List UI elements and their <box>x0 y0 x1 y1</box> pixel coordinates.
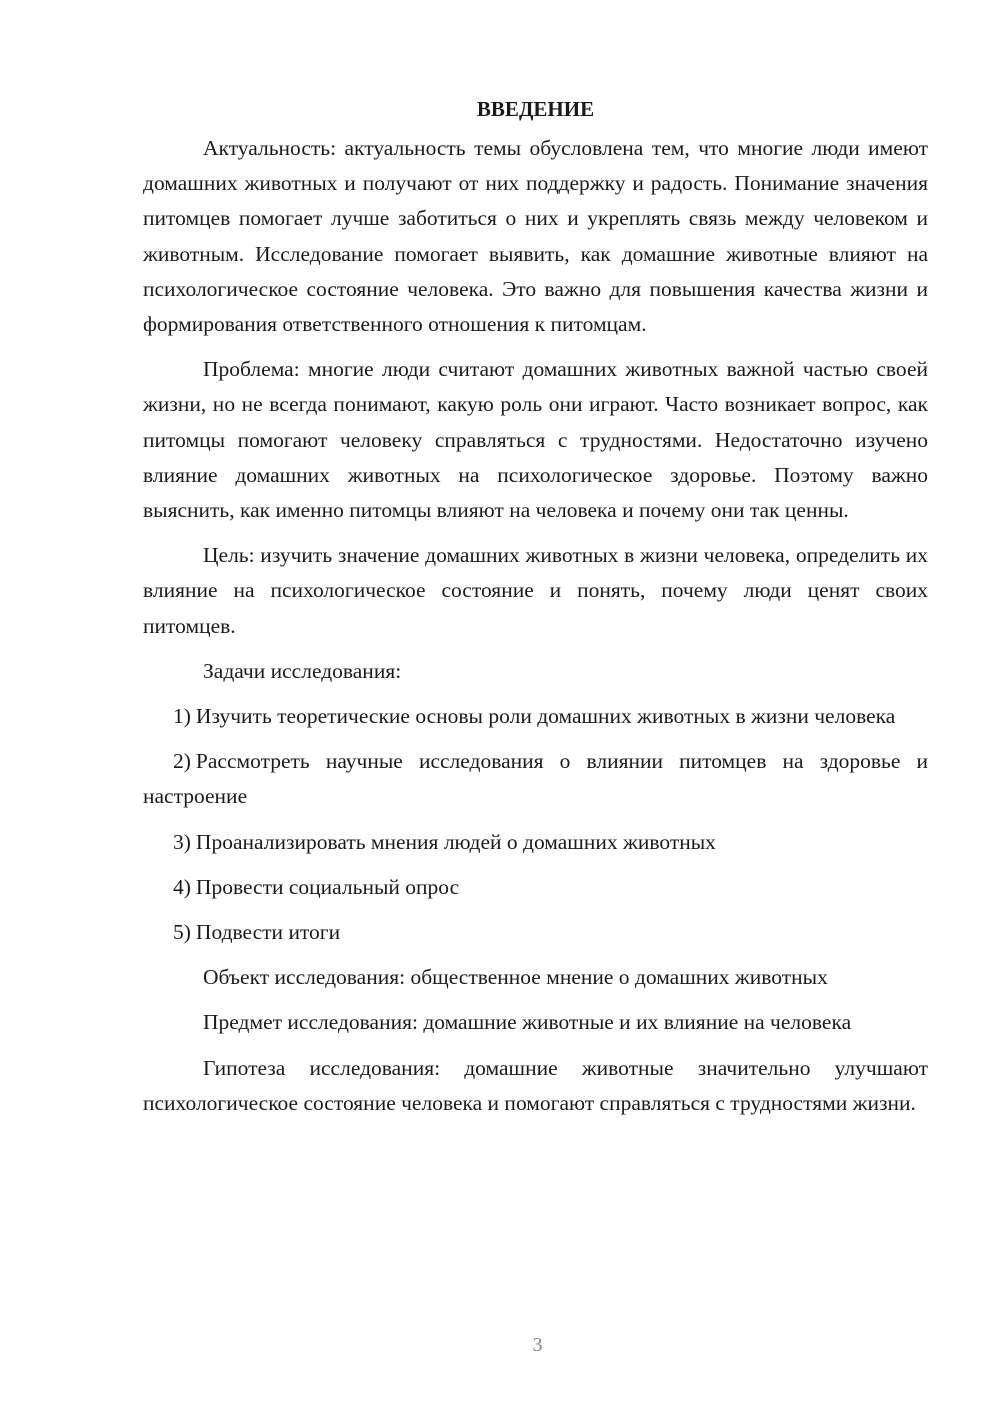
page-number: 3 <box>532 1334 543 1356</box>
task-number: 3) <box>173 829 191 854</box>
task-item-4 <box>143 870 928 905</box>
object-paragraph: Объект исследования: общественное мнение о домашних животных <box>203 965 828 990</box>
tasks-heading: Задачи исследования: <box>203 658 402 683</box>
subject-paragraph: Предмет исследования: домашние животные и их влияние на человека <box>203 1010 852 1035</box>
hypothesis-paragraph: Гипотеза исследования: домашние животные значительно улучшают психологическое состояние человека и помогают справляться с трудностями жизни. <box>143 1055 928 1115</box>
task-item-3 <box>143 825 928 860</box>
task-text: Изучить теоретические основы роли домашних животных в жизни человека <box>195 704 896 729</box>
task-number: 2) <box>173 749 191 774</box>
relevance-paragraph: Актуальность: актуальность темы обусловлена тем, что многие люди имеют домашних животных и получают от них поддержку и радость. Понимание значения питомцев помогает лучше заботиться о них и укреплять связь между человеком и животным. Исследование помогает выявить, как домашние животные влияют на психологическое состояние человека. Это важно для повышения качества жизни и формирования ответственного отношения к питомцам. <box>143 136 928 337</box>
task-text: Подвести итоги <box>195 920 341 945</box>
problem-paragraph: Проблема: многие люди считают домашних животных важной частью своей жизни, но не всегда понимают, какую роль они играют. Часто возникает вопрос, как питомцы помогают человеку справляться с трудностями. Недостаточно изучено влияние домашних животных на психологическое здоровье. Поэтому важно выяснить, как именно питомцы влияют на человека и почему они так ценны. <box>143 357 928 523</box>
task-item-5 <box>143 915 928 950</box>
task-item-2 <box>143 744 928 814</box>
section-heading: ВВЕДЕНИЕ <box>476 97 595 121</box>
task-number: 4) <box>173 874 191 899</box>
task-text: Провести социальный опрос <box>195 874 460 899</box>
task-item-1 <box>143 699 928 734</box>
task-text: Рассмотреть научные исследования о влиянии питомцев на здоровье и настроение <box>143 749 928 809</box>
goal-paragraph: Цель: изучить значение домашних животных в жизни человека, определить их влияние на психологическое состояние и понять, почему люди ценят своих питомцев. <box>143 543 928 638</box>
task-text: Проанализировать мнения людей о домашних животных <box>195 829 716 854</box>
task-number: 5) <box>173 920 191 945</box>
task-number: 1) <box>173 704 191 729</box>
page-content <box>143 92 928 1131</box>
